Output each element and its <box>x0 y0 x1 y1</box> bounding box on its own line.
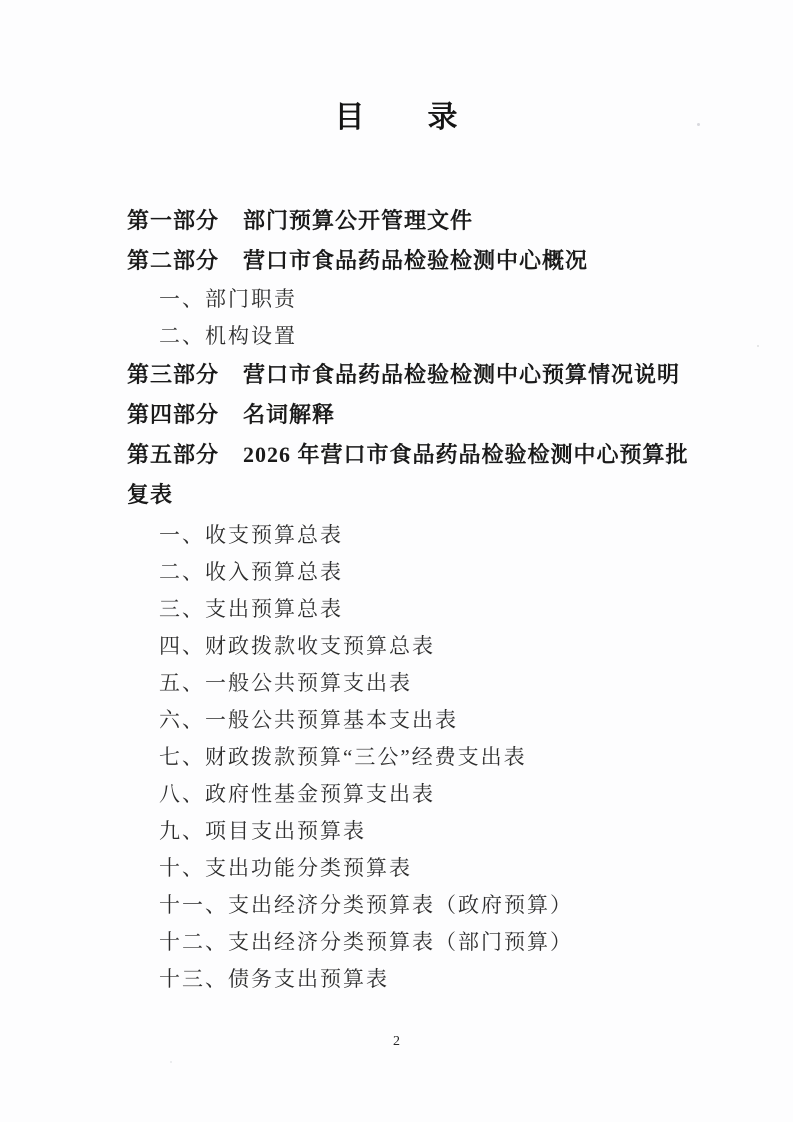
toc-part-title: 名词解释 <box>243 402 336 427</box>
toc-part-title: 部门预算公开管理文件 <box>243 208 474 233</box>
toc-item: 一、收支预算总表 <box>159 523 343 547</box>
toc-item: 五、一般公共预算支出表 <box>159 671 412 695</box>
toc-part-label: 第二部分 <box>127 248 220 273</box>
table-of-contents <box>127 208 733 991</box>
toc-part-3 <box>127 362 733 388</box>
toc-item: 九、项目支出预算表 <box>159 819 366 843</box>
toc-item: 二、收入预算总表 <box>159 560 343 584</box>
toc-item: 十、支出功能分类预算表 <box>159 856 412 880</box>
page-title: 目 录 <box>334 101 459 134</box>
toc-item: 三、支出预算总表 <box>159 597 343 621</box>
toc-part-label: 第四部分 <box>127 402 220 427</box>
toc-part-4 <box>127 402 733 428</box>
toc-part-2 <box>127 248 733 274</box>
toc-part-label: 第五部分 <box>127 442 220 467</box>
toc-part-title: 营口市食品药品检验检测中心预算情况说明 <box>243 362 681 387</box>
toc-item: 一、部门职责 <box>159 287 297 311</box>
scan-speck <box>697 123 700 126</box>
toc-item: 七、财政拨款预算“三公”经费支出表 <box>159 745 527 769</box>
toc-item: 十二、支出经济分类预算表（部门预算） <box>159 930 573 954</box>
toc-item: 二、机构设置 <box>159 324 297 348</box>
scan-speck <box>170 1061 172 1063</box>
toc-part-title: 2026 年营口市食品药品检验检测中心预算批 <box>243 442 689 467</box>
toc-part-1 <box>127 208 733 234</box>
page-number: 2 <box>393 1034 400 1049</box>
toc-part-label: 第三部分 <box>127 362 220 387</box>
toc-part-title: 营口市食品药品检验检测中心概况 <box>243 248 589 273</box>
toc-part-5 <box>127 442 733 468</box>
toc-item: 十三、债务支出预算表 <box>159 967 389 991</box>
toc-part-label: 第一部分 <box>127 208 220 233</box>
scan-speck <box>757 345 759 347</box>
toc-item: 八、政府性基金预算支出表 <box>159 782 435 806</box>
toc-part-5-continuation: 复表 <box>127 482 174 507</box>
toc-item: 六、一般公共预算基本支出表 <box>159 708 458 732</box>
toc-item: 十一、支出经济分类预算表（政府预算） <box>159 893 573 917</box>
toc-item: 四、财政拨款收支预算总表 <box>159 634 435 658</box>
